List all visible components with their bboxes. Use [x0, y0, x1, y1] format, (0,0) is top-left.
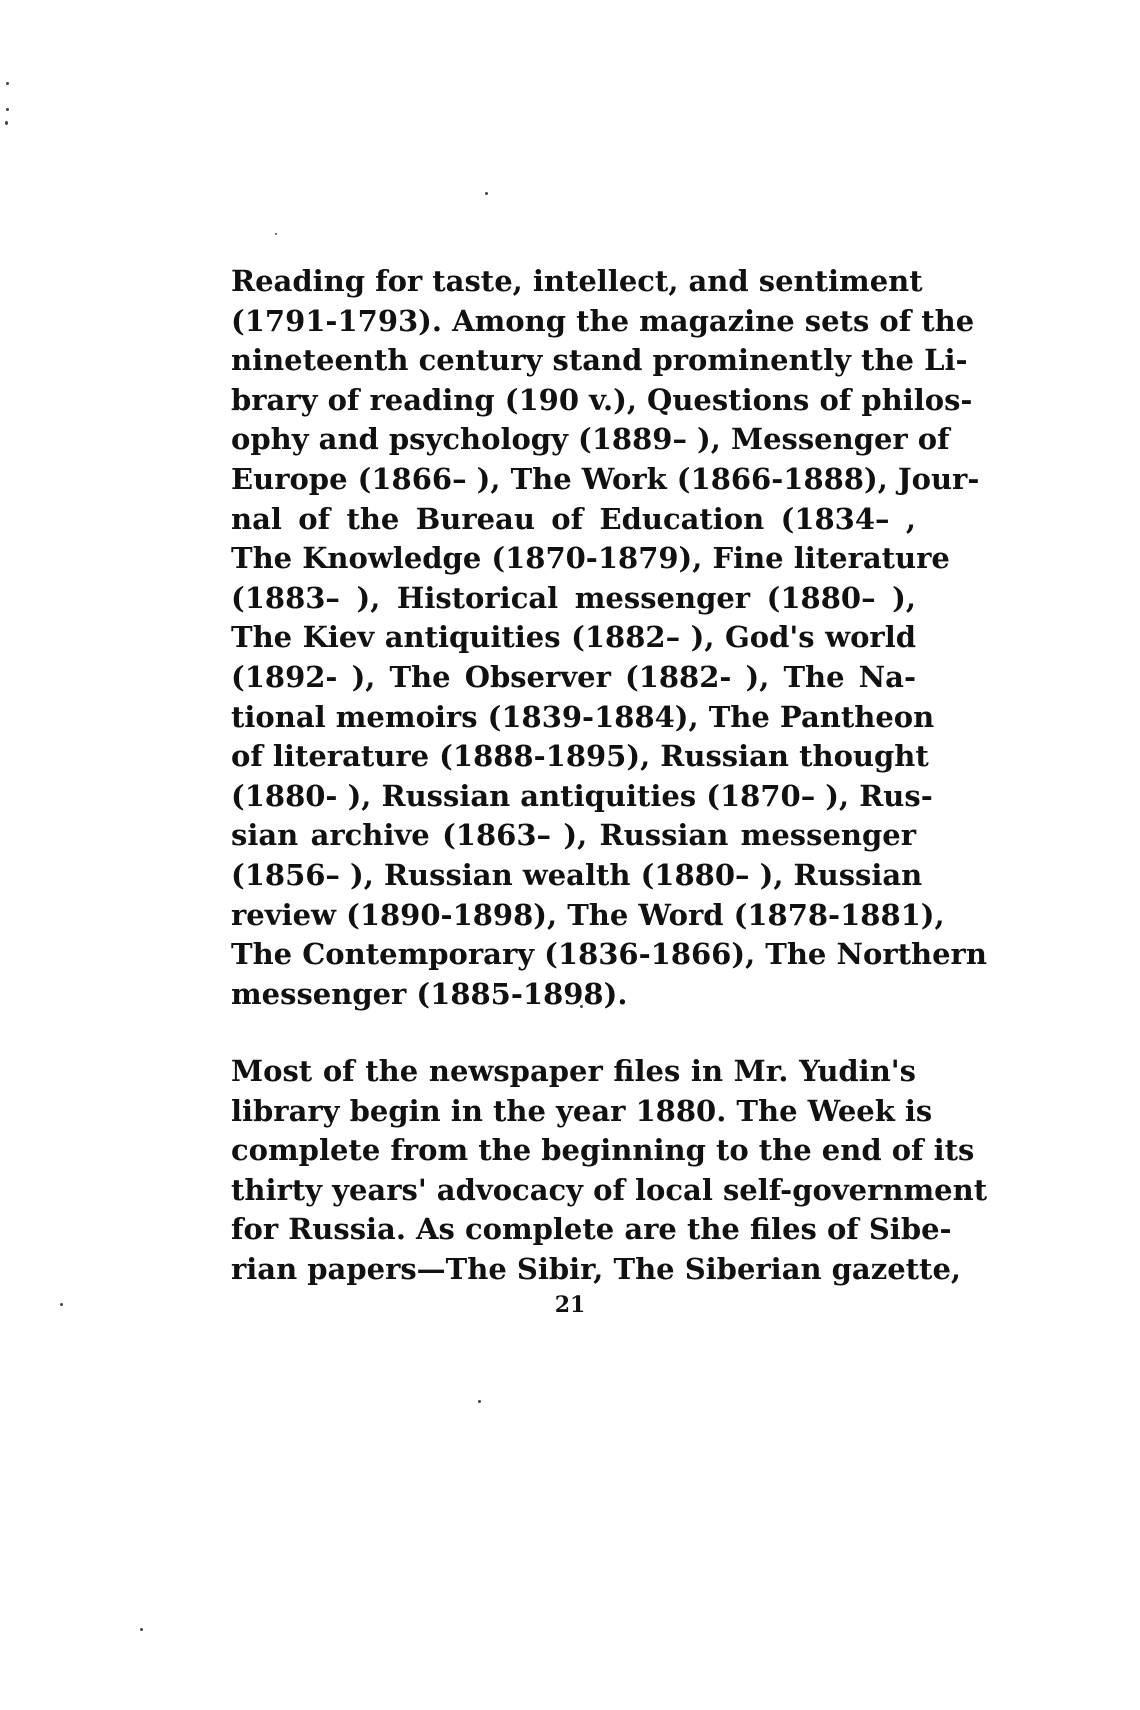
text-line: The Kiev antiquities (1882– ), God's world — [231, 620, 916, 655]
text-line: (1856– ), Russian wealth (1880– ), Russian — [231, 857, 923, 892]
text-line: (1892- ), The Observer (1882- ), The Na- — [231, 659, 916, 694]
text-line: (1883– ), Historical messenger (1880– ), — [231, 580, 916, 615]
text-line: messenger (1885-1898). — [231, 976, 628, 1011]
text-line: The Knowledge (1870-1879), Fine literature — [231, 541, 950, 576]
margin-speck — [478, 1400, 481, 1403]
text-line: brary of reading (190 v.), Questions of philos- — [231, 382, 973, 417]
text-line: Most of the newspaper files in Mr. Yudin's — [231, 1054, 916, 1088]
text-line: thirty years' advocacy of local self-government — [231, 1172, 988, 1207]
margin-speck — [275, 233, 277, 235]
text-line: nal of the Bureau of Education (1834– , — [231, 501, 916, 536]
text-line: Reading for taste, intellect, and sentiment — [231, 264, 923, 298]
text-line: (1791-1793). Among the magazine sets of the — [231, 303, 975, 338]
text-line: review (1890-1898), The Word (1878-1881), — [231, 897, 945, 932]
paragraph-1 — [231, 262, 987, 1014]
margin-speck — [5, 121, 8, 125]
text-line: rian papers—The Sibir, The Siberian gazette, — [231, 1251, 961, 1286]
text-line: library begin in the year 1880. The Week is — [231, 1093, 933, 1128]
page-number: 21 — [554, 1292, 586, 1318]
paragraph-2 — [231, 1052, 988, 1290]
margin-speck — [6, 108, 9, 111]
text-line: for Russia. As complete are the files of Sibe- — [231, 1212, 952, 1247]
text-line: Europe (1866– ), The Work (1866-1888), Jour- — [231, 461, 980, 496]
text-line: sian archive (1863– ), Russian messenger — [231, 818, 916, 853]
margin-speck — [140, 1628, 143, 1631]
text-line: ophy and psychology (1889– ), Messenger of — [231, 422, 950, 457]
text-line: tional memoirs (1839-1884), The Pantheon — [231, 699, 935, 734]
text-line: (1880- ), Russian antiquities (1870– ), Rus- — [231, 778, 933, 813]
text-line: complete from the beginning to the end of its — [231, 1133, 975, 1168]
margin-speck — [485, 192, 488, 195]
text-line: of literature (1888-1895), Russian thought — [231, 739, 929, 774]
margin-speck — [60, 1303, 63, 1306]
text-line: nineteenth century stand prominently the Li- — [231, 343, 968, 378]
margin-speck — [6, 82, 9, 85]
text-line: The Contemporary (1836-1866), The Northern — [231, 937, 987, 972]
